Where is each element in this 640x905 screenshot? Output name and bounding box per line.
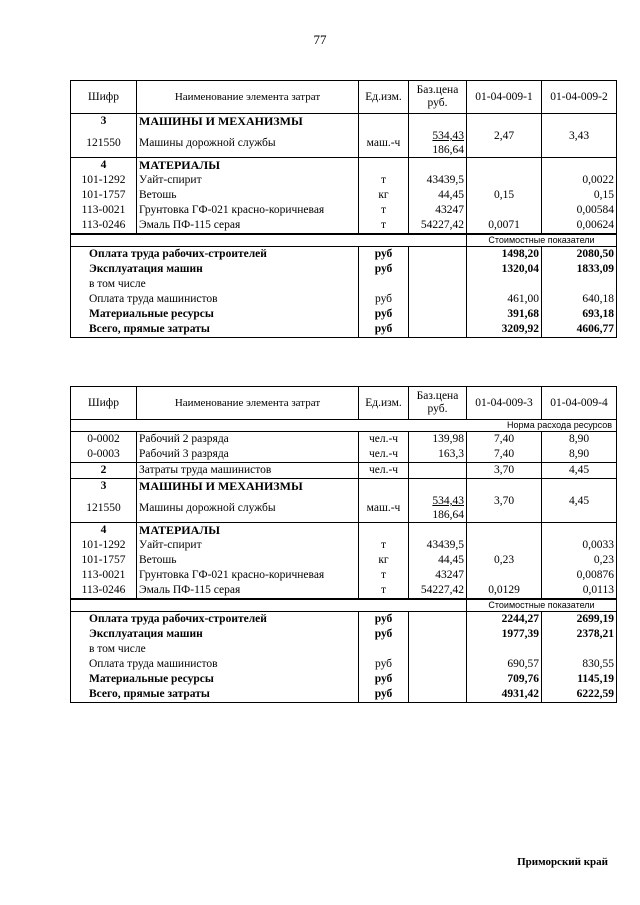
total-name: Материальные ресурсы: [71, 672, 359, 687]
resource-name: Уайт-спирит: [137, 173, 359, 188]
total-value-1: 709,76: [467, 672, 542, 687]
resource-value-2: 0,0022: [542, 173, 617, 188]
total-unit: руб: [359, 687, 409, 703]
resource-value-1: 2,47: [467, 129, 542, 158]
total-row: [71, 612, 617, 628]
header-code: Шифр: [71, 387, 137, 420]
norm-label: Норма расхода ресурсов: [71, 420, 617, 432]
resource-value-2: 8,90: [542, 447, 617, 463]
material-row: [71, 203, 617, 218]
section-title: МАТЕРИАЛЫ: [137, 523, 359, 539]
resource-value-2: 0,00624: [542, 218, 617, 234]
header-unit: Ед.изм.: [359, 387, 409, 420]
resource-value-2: 0,15: [542, 188, 617, 203]
resource-unit: чел.-ч: [359, 463, 409, 479]
total-name: Эксплуатация машин: [71, 627, 359, 642]
total-unit: руб: [359, 657, 409, 672]
resource-value-1: [467, 538, 542, 553]
resource-name: Затраты труда машинистов: [137, 463, 359, 479]
resource-value-1: 0,15: [467, 188, 542, 203]
section-header-materials: [71, 158, 617, 174]
resource-code: 121550: [71, 129, 137, 158]
resource-value-2: 0,0113: [542, 583, 617, 599]
total-unit: руб: [359, 292, 409, 307]
total-name: Материальные ресурсы: [71, 307, 359, 322]
resource-value-1: [467, 203, 542, 218]
resource-unit: т: [359, 538, 409, 553]
section-code: 3: [71, 114, 137, 130]
total-value-1: 461,00: [467, 292, 542, 307]
material-row: [71, 218, 617, 234]
resource-unit: кг: [359, 553, 409, 568]
material-row: [71, 538, 617, 553]
total-name: Оплата труда машинистов: [71, 657, 359, 672]
region-footer: Приморский край: [517, 856, 608, 868]
section-title: МАШИНЫ И МЕХАНИЗМЫ: [137, 479, 359, 495]
material-row: [71, 188, 617, 203]
material-row: [71, 568, 617, 583]
resource-name: Грунтовка ГФ-021 красно-коричневая: [137, 203, 359, 218]
resource-name: Грунтовка ГФ-021 красно-коричневая: [137, 568, 359, 583]
resource-code: 0-0003: [71, 447, 137, 463]
total-value-2: 2080,50: [542, 247, 617, 263]
material-row: [71, 553, 617, 568]
resource-code: 101-1757: [71, 188, 137, 203]
resource-value-2: 4,45: [542, 463, 617, 479]
cost-label: Стоимостные показатели: [467, 599, 617, 612]
resource-code: 101-1757: [71, 553, 137, 568]
resource-name: Уайт-спирит: [137, 538, 359, 553]
resource-value-1: 0,0071: [467, 218, 542, 234]
total-row: [71, 627, 617, 642]
section-code: 2: [71, 463, 137, 479]
header-col-1: 01-04-009-3: [467, 387, 542, 420]
resource-unit: чел.-ч: [359, 432, 409, 448]
resource-value-1: 3,70: [467, 494, 542, 523]
resource-unit: чел.-ч: [359, 447, 409, 463]
total-name: Всего, прямые затраты: [71, 322, 359, 338]
resource-value-2: 0,23: [542, 553, 617, 568]
resource-code: 0-0002: [71, 432, 137, 448]
total-unit: руб: [359, 247, 409, 263]
cost-label-row: [71, 599, 617, 612]
page-number: 77: [313, 32, 327, 47]
total-unit: руб: [359, 307, 409, 322]
resource-price: 43247: [409, 203, 467, 218]
resource-value-2: 0,0033: [542, 538, 617, 553]
total-value-2: 4606,77: [542, 322, 617, 338]
total-name: Эксплуатация машин: [71, 262, 359, 277]
section-header-materials: [71, 523, 617, 539]
total-unit: руб: [359, 627, 409, 642]
total-value-2: [542, 277, 617, 292]
header-col-1: 01-04-009-1: [467, 81, 542, 114]
resource-value-1: [467, 173, 542, 188]
total-value-2: 6222,59: [542, 687, 617, 703]
resource-price-cell: [409, 494, 467, 523]
resource-name: Ветошь: [137, 188, 359, 203]
norm-label-row: [71, 420, 617, 432]
resource-price: [409, 463, 467, 479]
resource-price: 163,3: [409, 447, 467, 463]
total-row: [71, 687, 617, 703]
total-row: [71, 277, 617, 292]
resource-price: 139,98: [409, 432, 467, 448]
total-name: Оплата труда машинистов: [71, 292, 359, 307]
total-value-1: 2244,27: [467, 612, 542, 628]
total-value-2: 640,18: [542, 292, 617, 307]
cost-label-row: [71, 234, 617, 247]
resource-code: 113-0246: [71, 218, 137, 234]
machine-price-lower: 186,64: [432, 509, 464, 521]
machinist-row: [71, 463, 617, 479]
header-price: Баз.цена руб.: [409, 81, 467, 114]
total-row: [71, 262, 617, 277]
resource-price: 54227,42: [409, 218, 467, 234]
total-value-2: 1145,19: [542, 672, 617, 687]
cost-label: Стоимостные показатели: [467, 234, 617, 247]
total-unit: руб: [359, 262, 409, 277]
header-col-2: 01-04-009-4: [542, 387, 617, 420]
total-name: Всего, прямые затраты: [71, 687, 359, 703]
section-code: 4: [71, 158, 137, 174]
total-value-2: [542, 642, 617, 657]
resource-value-1: 0,23: [467, 553, 542, 568]
section-header-machines: [71, 479, 617, 495]
total-value-2: 1833,09: [542, 262, 617, 277]
resource-price: 43439,5: [409, 173, 467, 188]
total-row: [71, 247, 617, 263]
total-value-1: 3209,92: [467, 322, 542, 338]
material-row: [71, 173, 617, 188]
total-value-1: 4931,42: [467, 687, 542, 703]
total-value-1: [467, 642, 542, 657]
material-row: [71, 583, 617, 599]
resource-value-2: 0,00584: [542, 203, 617, 218]
resource-name: Рабочий 3 разряда: [137, 447, 359, 463]
resource-value-2: 0,00876: [542, 568, 617, 583]
section-code: 4: [71, 523, 137, 539]
resource-unit: т: [359, 173, 409, 188]
total-unit: [359, 277, 409, 292]
total-row: [71, 292, 617, 307]
total-name: в том числе: [71, 642, 359, 657]
resource-unit: кг: [359, 188, 409, 203]
resource-price: 44,45: [409, 188, 467, 203]
resource-name: Рабочий 2 разряда: [137, 432, 359, 448]
resource-name: Ветошь: [137, 553, 359, 568]
total-row: [71, 322, 617, 338]
resource-price: 43439,5: [409, 538, 467, 553]
total-row: [71, 307, 617, 322]
resource-name: Машины дорожной службы: [137, 129, 359, 158]
header-code: Шифр: [71, 81, 137, 114]
total-row: [71, 657, 617, 672]
resource-value-1: [467, 568, 542, 583]
header-col-2: 01-04-009-2: [542, 81, 617, 114]
total-value-1: 1977,39: [467, 627, 542, 642]
resource-value-1: 7,40: [467, 432, 542, 448]
resource-name: Эмаль ПФ-115 серая: [137, 218, 359, 234]
total-unit: [359, 642, 409, 657]
resource-code: 101-1292: [71, 538, 137, 553]
resource-name: Машины дорожной службы: [137, 494, 359, 523]
machine-price-upper: 534,43: [432, 130, 464, 142]
section-title: МАШИНЫ И МЕХАНИЗМЫ: [137, 114, 359, 130]
section-code: 3: [71, 479, 137, 495]
labor-row: [71, 447, 617, 463]
resource-code: 113-0021: [71, 203, 137, 218]
resource-unit: т: [359, 568, 409, 583]
total-row: [71, 672, 617, 687]
machine-price-upper: 534,43: [432, 495, 464, 507]
total-value-1: 690,57: [467, 657, 542, 672]
resource-price: 54227,42: [409, 583, 467, 599]
resource-unit: т: [359, 203, 409, 218]
resource-unit: маш.-ч: [359, 494, 409, 523]
machine-row: [71, 494, 617, 523]
resource-unit: т: [359, 218, 409, 234]
total-unit: руб: [359, 322, 409, 338]
resource-code: 101-1292: [71, 173, 137, 188]
resource-value-1: 3,70: [467, 463, 542, 479]
total-name: Оплата труда рабочих-строителей: [71, 612, 359, 628]
total-name: в том числе: [71, 277, 359, 292]
resource-value-1: 0,0129: [467, 583, 542, 599]
resource-value-2: 3,43: [542, 129, 617, 158]
cost-table-2: [70, 386, 617, 703]
resource-unit: маш.-ч: [359, 129, 409, 158]
header-name: Наименование элемента затрат: [137, 81, 359, 114]
resource-price-cell: [409, 129, 467, 158]
header-name: Наименование элемента затрат: [137, 387, 359, 420]
total-value-2: 2699,19: [542, 612, 617, 628]
total-value-2: 693,18: [542, 307, 617, 322]
table-header-row: [71, 81, 617, 114]
resource-code: 113-0021: [71, 568, 137, 583]
resource-name: Эмаль ПФ-115 серая: [137, 583, 359, 599]
total-value-1: 391,68: [467, 307, 542, 322]
total-row: [71, 642, 617, 657]
resource-price: 43247: [409, 568, 467, 583]
total-value-2: 2378,21: [542, 627, 617, 642]
total-value-2: 830,55: [542, 657, 617, 672]
resource-unit: т: [359, 583, 409, 599]
total-name: Оплата труда рабочих-строителей: [71, 247, 359, 263]
machine-row: [71, 129, 617, 158]
header-unit: Ед.изм.: [359, 81, 409, 114]
resource-value-2: 8,90: [542, 432, 617, 448]
labor-row: [71, 432, 617, 448]
total-unit: руб: [359, 612, 409, 628]
cost-table-1: [70, 80, 617, 338]
resource-price: 44,45: [409, 553, 467, 568]
total-unit: руб: [359, 672, 409, 687]
resource-code: 121550: [71, 494, 137, 523]
resource-value-2: 4,45: [542, 494, 617, 523]
total-value-1: 1320,04: [467, 262, 542, 277]
total-value-1: [467, 277, 542, 292]
section-header-machines: [71, 114, 617, 130]
resource-value-1: 7,40: [467, 447, 542, 463]
section-title: МАТЕРИАЛЫ: [137, 158, 359, 174]
header-price: Баз.цена руб.: [409, 387, 467, 420]
total-value-1: 1498,20: [467, 247, 542, 263]
resource-code: 113-0246: [71, 583, 137, 599]
table-header-row: [71, 387, 617, 420]
machine-price-lower: 186,64: [432, 144, 464, 156]
